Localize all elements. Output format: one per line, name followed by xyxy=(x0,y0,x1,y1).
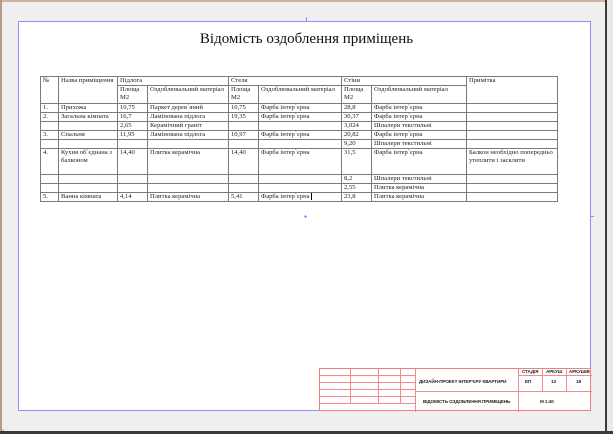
cell-note[interactable] xyxy=(467,175,558,184)
text-cursor xyxy=(311,193,312,200)
cell-floor-material[interactable] xyxy=(148,184,229,193)
cell-num[interactable] xyxy=(41,122,59,131)
cell-wall-material[interactable]: Плитка керамічна xyxy=(372,193,467,202)
subheader-ceiling-area[interactable]: Площа М2 xyxy=(229,86,259,104)
cell-wall-material[interactable]: Фарба інтер`єрна xyxy=(372,113,467,122)
cell-floor-area[interactable] xyxy=(118,175,148,184)
cell-wall-material[interactable]: Фарба інтер`єрна xyxy=(372,149,467,175)
stamp-grid-line xyxy=(542,369,543,391)
subheader-floor-area[interactable]: Площа М2 xyxy=(118,86,148,104)
cell-note[interactable]: Балкон необхідно попередньо утеплити і засклити xyxy=(467,149,558,175)
cell-ceiling-material[interactable] xyxy=(259,175,342,184)
cell-num[interactable] xyxy=(41,184,59,193)
cell-wall-material[interactable]: Шпалери текстильні xyxy=(372,175,467,184)
stamp-scale-value: М 1:40 xyxy=(540,399,554,404)
cell-wall-material[interactable]: Шпалери текстильні xyxy=(372,140,467,149)
cell-ceiling-material[interactable] xyxy=(259,184,342,193)
header-ceiling[interactable]: Стеля xyxy=(229,77,342,86)
cell-num[interactable]: 2. xyxy=(41,113,59,122)
stamp-grid-line xyxy=(320,403,415,404)
cell-num[interactable]: 4. xyxy=(41,149,59,175)
cell-wall-material[interactable]: Фарба інтер`єрна xyxy=(372,104,467,113)
header-floor[interactable]: Підлога xyxy=(118,77,229,86)
cell-wall-area[interactable]: 31,5 xyxy=(342,149,372,175)
cell-ceiling-area[interactable]: 5,41 xyxy=(229,193,259,202)
cell-floor-material[interactable]: Ламінована підлога xyxy=(148,113,229,122)
table-row xyxy=(41,184,558,193)
cell-wall-area[interactable]: 9,20 xyxy=(342,140,372,149)
header-num[interactable]: № xyxy=(41,77,59,104)
cell-note[interactable] xyxy=(467,184,558,193)
title-block-stamp[interactable] xyxy=(319,368,591,411)
cell-ceiling-material[interactable] xyxy=(259,122,342,131)
cell-floor-material[interactable]: Ламінована підлога xyxy=(148,131,229,140)
document-title[interactable]: Відомість оздоблення приміщень xyxy=(199,31,414,47)
cell-floor-area[interactable]: 4,14 xyxy=(118,193,148,202)
cell-ceiling-area[interactable] xyxy=(229,175,259,184)
cell-num[interactable]: 3. xyxy=(41,131,59,140)
stamp-grid-line xyxy=(415,391,592,392)
cell-num[interactable]: 1. xyxy=(41,104,59,113)
cell-floor-area[interactable] xyxy=(118,140,148,149)
cell-ceiling-material[interactable]: Фарба інтер`єрна xyxy=(259,113,342,122)
cell-ceiling-material[interactable]: Фарба інтер`єрна xyxy=(259,104,342,113)
cell-ceiling-area[interactable] xyxy=(229,122,259,131)
cell-note[interactable] xyxy=(467,131,558,140)
stamp-grid-line xyxy=(400,369,401,403)
finishing-schedule-table[interactable] xyxy=(40,76,558,202)
stamp-grid-line xyxy=(378,369,379,403)
cell-floor-area[interactable]: 10,75 xyxy=(118,104,148,113)
cell-room[interactable]: Прихожа xyxy=(59,104,118,113)
cell-wall-material[interactable]: Шпалери текстильні xyxy=(372,122,467,131)
cell-room[interactable]: Ванна кімната xyxy=(59,193,118,202)
subheader-wall-area[interactable]: Площа М2 xyxy=(342,86,372,104)
cell-note[interactable] xyxy=(467,113,558,122)
header-room-name[interactable]: Назва приміщення xyxy=(59,77,118,104)
table-row xyxy=(41,104,558,113)
cell-ceiling-material[interactable]: Фарба інтер`єрна xyxy=(259,149,342,175)
cell-wall-area[interactable]: 3,024 xyxy=(342,122,372,131)
cell-wall-area[interactable]: 30,37 xyxy=(342,113,372,122)
stamp-sheets-value: 18 xyxy=(576,379,581,384)
cell-wall-area[interactable]: 20,82 xyxy=(342,131,372,140)
table-row xyxy=(41,122,558,131)
cell-ceiling-material: Фарба інтер`єрна xyxy=(261,193,310,200)
cell-note[interactable] xyxy=(467,140,558,149)
stamp-stage-value: ЕП xyxy=(525,379,532,384)
table-row xyxy=(41,175,558,184)
cell-room[interactable] xyxy=(59,184,118,193)
cell-floor-area[interactable]: 2,65 xyxy=(118,122,148,131)
stamp-sheets-label: АРКУШІВ xyxy=(569,369,590,374)
table-row xyxy=(41,149,558,175)
cell-wall-area[interactable]: 8,2 xyxy=(342,175,372,184)
table-row xyxy=(41,140,558,149)
table-row xyxy=(41,131,558,140)
cell-floor-area[interactable]: 16,7 xyxy=(118,113,148,122)
cell-ceiling-area[interactable]: 19,35 xyxy=(229,113,259,122)
cell-note[interactable] xyxy=(467,104,558,113)
header-row xyxy=(41,77,558,86)
cell-floor-area[interactable] xyxy=(118,184,148,193)
cell-wall-area[interactable]: 2,55 xyxy=(342,184,372,193)
table-row xyxy=(41,193,558,202)
header-walls[interactable]: Стіни xyxy=(342,77,467,86)
cell-room[interactable]: Спальня xyxy=(59,131,118,140)
window-top-edge xyxy=(0,0,613,2)
table-row xyxy=(41,113,558,122)
cell-wall-area[interactable]: 28,8 xyxy=(342,104,372,113)
stamp-sheet-value: 13 xyxy=(551,379,556,384)
cell-floor-area[interactable]: 14,40 xyxy=(118,149,148,175)
cell-floor-material[interactable] xyxy=(148,175,229,184)
stamp-sheet-name: ВІДОМІСТЬ ОЗДОБЛЕННЯ ПРИМІЩЕНЬ xyxy=(423,399,511,404)
cell-room[interactable]: Кухня об`єднана з балконом xyxy=(59,149,118,175)
cell-ceiling-area[interactable] xyxy=(229,140,259,149)
cell-ceiling-area[interactable] xyxy=(229,184,259,193)
cell-floor-material[interactable]: Плитка керамічна xyxy=(148,193,229,202)
cell-num[interactable] xyxy=(41,175,59,184)
cell-wall-material[interactable]: Фарба інтер`єрна xyxy=(372,131,467,140)
cell-ceiling-area[interactable]: 10,75 xyxy=(229,104,259,113)
cell-floor-material[interactable]: Плитка керамічна xyxy=(148,149,229,175)
cell-ceiling-area[interactable]: 10,97 xyxy=(229,131,259,140)
cell-room[interactable] xyxy=(59,175,118,184)
stamp-project-name: ДИЗАЙН-ПРОЕКТ ІНТЕР'ЄРУ КВАРТИРИ xyxy=(419,379,507,384)
page-center-tick-top xyxy=(306,17,307,21)
subheader-floor-material[interactable]: Оздоблювальний матеріал xyxy=(148,86,229,104)
stamp-grid-line xyxy=(566,369,567,391)
cell-note[interactable] xyxy=(467,122,558,131)
cell-room[interactable] xyxy=(59,140,118,149)
cell-floor-area[interactable]: 11,95 xyxy=(118,131,148,140)
cell-ceiling-material-active[interactable] xyxy=(259,193,342,202)
stamp-stage-label: СТАДІЯ xyxy=(522,369,539,374)
vertical-scrollbar[interactable] xyxy=(605,0,613,434)
header-note[interactable]: Примітка xyxy=(467,77,558,104)
subheader-ceiling-material[interactable]: Оздоблювальний матеріал xyxy=(259,86,342,104)
subheader-wall-material[interactable]: Оздоблювальний матеріал xyxy=(372,86,467,104)
stamp-grid-line xyxy=(350,369,351,403)
resize-corner-icon[interactable]: ⌟ xyxy=(1,426,4,433)
sheet-center-mark-icon xyxy=(304,215,307,218)
cell-room[interactable]: Загальна кімната xyxy=(59,113,118,122)
window-left-edge xyxy=(0,0,2,434)
cell-room[interactable] xyxy=(59,122,118,131)
cell-num[interactable] xyxy=(41,140,59,149)
cell-ceiling-material[interactable] xyxy=(259,140,342,149)
stamp-grid-line xyxy=(518,375,592,376)
cell-wall-material[interactable]: Плитка керамічна xyxy=(372,184,467,193)
cell-floor-material[interactable]: Паркет дерев`яний xyxy=(148,104,229,113)
cell-ceiling-material[interactable]: Фарба інтер`єрна xyxy=(259,131,342,140)
cell-ceiling-area[interactable]: 14,40 xyxy=(229,149,259,175)
cell-num[interactable]: 5. xyxy=(41,193,59,202)
page-center-tick-right xyxy=(591,216,594,217)
cell-floor-material[interactable] xyxy=(148,140,229,149)
stamp-sheet-label: АРКУШ xyxy=(546,369,563,374)
cell-floor-material[interactable]: Керамічний граніт xyxy=(148,122,229,131)
cell-wall-area[interactable]: 23,8 xyxy=(342,193,372,202)
cell-note[interactable] xyxy=(467,193,558,202)
